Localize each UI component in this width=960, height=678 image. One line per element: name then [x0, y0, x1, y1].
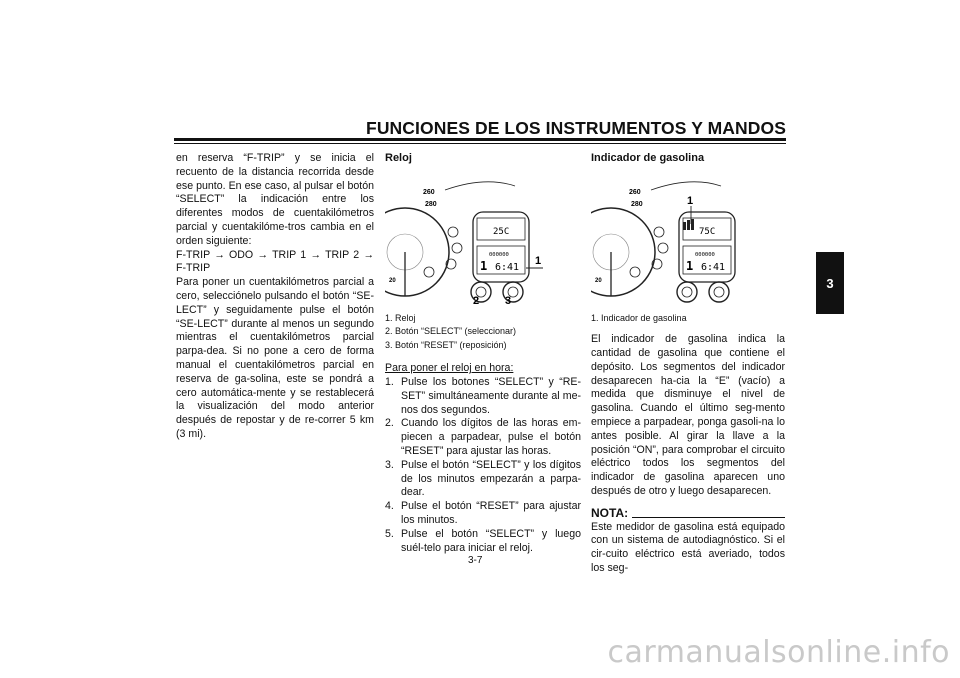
- list-item: [385, 459, 581, 500]
- gear-indicator: 1: [686, 258, 694, 273]
- paragraph: El indicador de gasolina indica la cantidad de gasolina que contiene el depósito. Los segmentos del indicador desaparecen ha-cia la “E” (vacío) a medida que disminuye el nivel de gasolina. Cuando el último seg-mento empiece a parpadear, ponga gasoli-na lo antes posible. Al girar la llave a la posición “ON”, para comprobar el circuito eléctrico todos los segmentos del indicador de gasolina aparecen uno después de otro y luego desaparecen.: [591, 333, 785, 498]
- step-number: 2.: [385, 417, 394, 430]
- instrument-cluster-clock-figure: [385, 172, 547, 304]
- speed-label: 280: [631, 200, 643, 208]
- paragraph: F-TRIP → ODO → TRIP 1 → TRIP 2 → F-TRIP: [176, 248, 374, 275]
- odometer-readout: 000000: [695, 251, 715, 258]
- step-number: 5.: [385, 527, 394, 540]
- callout-number: 1: [535, 254, 542, 267]
- gear-indicator: 1: [480, 258, 488, 273]
- callout-number: 3: [505, 294, 512, 304]
- odometer-readout: 000000: [489, 251, 509, 258]
- callout-number: 1: [687, 194, 694, 207]
- note-text: Este medidor de gasolina está equipado con un sistema de autodiagnóstico. Si el cir-cuito eléctrico está averiado, todos los seg-: [591, 520, 785, 575]
- paragraph: en reserva “F-TRIP” y se inicia el recuento de la distancia recorrida desde ese punto. En ese caso, al pulsar el botón “SELECT” la indicación entre los diferentes modos de cuentakilómetros parcial y cuentakilóme-tros cambia en el orden siguiente:: [176, 152, 374, 247]
- step-text: Pulse el botón “SELECT” y luego suél-telo para iniciar el reloj.: [401, 527, 581, 554]
- header-rule-thin: [174, 143, 786, 144]
- caption: 1. Reloj: [385, 312, 416, 323]
- speed-label: 280: [425, 200, 437, 208]
- steps-list: [385, 376, 581, 555]
- column-right: [591, 152, 785, 576]
- watermark: carmanualsonline.info: [607, 635, 950, 670]
- step-text: Pulse el botón “RESET” para ajustar los minutos.: [401, 500, 581, 527]
- caption: 3. Botón “RESET” (reposición): [385, 339, 507, 350]
- step-text: Pulse el botón “SELECT” y los dígitos de los minutos empezarán a parpa-dear.: [401, 458, 581, 499]
- section-heading: Indicador de gasolina: [591, 152, 705, 164]
- clock-readout: 6:41: [701, 261, 726, 273]
- temperature-readout: 75C: [699, 226, 716, 237]
- column-left: [176, 152, 374, 442]
- section-heading: Reloj: [385, 152, 412, 164]
- instrument-cluster-fuel-figure: [591, 172, 753, 304]
- note-heading: [591, 507, 785, 521]
- note-rule: [632, 517, 785, 518]
- page-number: 3-7: [468, 555, 483, 566]
- step-text: Cuando los dígitos de las horas em-piecen a parpadear, pulse el botón “RESET” para ajustar las horas.: [401, 417, 581, 458]
- step-number: 1.: [385, 376, 394, 389]
- step-number: 3.: [385, 458, 394, 471]
- paragraph: Para poner un cuentakilómetros parcial a cero, selecciónelo pulsando el botón “SE-LECT” y seguidamente pulse el botón “SE-LECT” durante al menos un segundo mientras el cuentakilómetros parcial parpa-dea. Si no pone a cero de forma manual el cuentakilómetros parcial en reserva de ga-solina, este se pondrá a cero automática-mente y se restablecerá la visualización del modo anterior después de repostar y de re-correr 5 km (3 mi).: [176, 276, 374, 440]
- chapter-tab: 3: [816, 252, 844, 314]
- list-item: [385, 528, 581, 556]
- page-header-title: FUNCIONES DE LOS INSTRUMENTOS Y MANDOS: [366, 118, 786, 138]
- list-item: [385, 500, 581, 528]
- temperature-readout: 25C: [493, 226, 510, 237]
- clock-readout: 6:41: [495, 261, 520, 273]
- note-label: NOTA:: [591, 505, 629, 520]
- header-rule: [174, 138, 786, 141]
- step-text: Pulse los botones “SELECT” y “RE-SET” simultáneamente durante al me-nos dos segundos.: [401, 376, 581, 416]
- caption: 1. Indicador de gasolina: [591, 312, 687, 323]
- speed-label: 20: [595, 277, 602, 284]
- steps-title: Para poner el reloj en hora:: [385, 362, 514, 375]
- figure-captions: [591, 312, 785, 326]
- column-middle: [385, 152, 581, 555]
- list-item: [385, 376, 581, 417]
- list-item: [385, 417, 581, 458]
- speed-label: 20: [389, 277, 396, 284]
- speed-label: 260: [629, 188, 641, 196]
- caption: 2. Botón “SELECT” (seleccionar): [385, 326, 517, 337]
- fuel-gauge-segments: [683, 219, 694, 230]
- figure-captions: [385, 312, 581, 353]
- callout-number: 2: [473, 294, 480, 304]
- step-number: 4.: [385, 500, 394, 513]
- speed-label: 260: [423, 188, 435, 196]
